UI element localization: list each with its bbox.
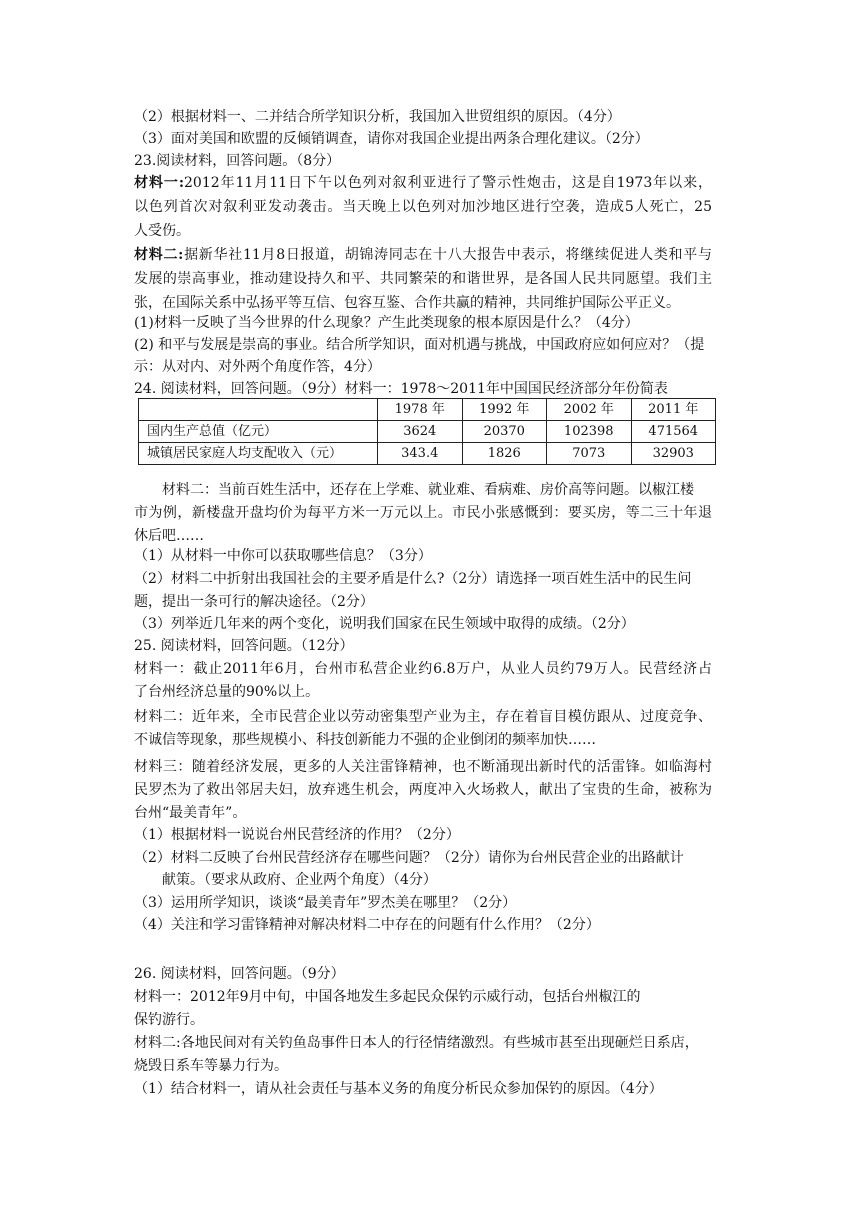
q25-part2-line2: 献策。（要求从政府、企业两个角度）（4分）: [162, 872, 437, 888]
q25-material1-line2: 了台州经济总量的90%以上。: [134, 684, 320, 700]
q26-part1: （1）结合材料一，请从社会责任与基本义务的角度分析民众参加保钓的原因。（4分）: [134, 1081, 663, 1097]
table-cell: 20370: [462, 421, 547, 443]
q24-part1: （1）从材料一中你可以获取哪些信息？（3分）: [134, 548, 432, 564]
q24-material2-line2: 市为例，新楼盘开盘均价为每平方米一万元以上。市民小张感慨到：要买房，等二三十年退: [134, 505, 712, 521]
table-cell: 32903: [631, 443, 716, 465]
q23-material1-line2: 以色列首次对叙利亚发动袭击。当天晚上以色列对加沙地区进行空袭，造成5人死亡，25: [134, 199, 712, 215]
q23-material1-line3: 人受伤。: [134, 223, 190, 239]
table-header-cell: 1992 年: [462, 399, 547, 421]
q26-material1-line2: 保钓游行。: [134, 1012, 204, 1028]
q25-part2-line1: （2）材料二反映了台州民营经济存在哪些问题？（2分）请你为台州民营企业的出路献计: [134, 850, 684, 866]
table-cell: 国内生产总值（亿元）: [139, 421, 378, 443]
q26-material2-line1: 材料二:各地民间对有关钓鱼岛事件日本人的行径情绪激烈。有些城市甚至出现砸烂日系店，: [134, 1035, 699, 1051]
q25-material1-line1: 材料一：截止2011年6月，台州市私营企业约6.8万户，从业人员约79万人。民营经济占: [134, 661, 712, 677]
table-cell: 471564: [631, 421, 716, 443]
table-cell: 1826: [462, 443, 547, 465]
q22-part2: （2）根据材料一、二并结合所学知识分析，我国加入世贸组织的原因。（4分）: [134, 109, 621, 125]
q26-material2-line2: 烧毁日系车等暴力行为。: [134, 1058, 288, 1074]
table-cell: 城镇居民家庭人均支配收入（元）: [139, 443, 378, 465]
material-text: 据新华社11月8日报道，胡锦涛同志在十八大报告中表示，将继续促进人类和平与: [183, 247, 712, 263]
q24-part2-line2: 题，提出一条可行的解决途径。（2分）: [134, 594, 374, 610]
table-cell: 7073: [547, 443, 632, 465]
table-cell: 3624: [378, 421, 463, 443]
q26-heading: 26. 阅读材料，回答问题。（9分）: [134, 966, 345, 982]
q23-material2-line3: 张，在国际关系中弘扬平等互信、包容互鉴、合作共赢的精神，共同维护国际公平正义。: [134, 295, 680, 311]
q23-material1-line1: [134, 172, 712, 194]
q25-part1: （1）根据材料一说说台州民营经济的作用？（2分）: [134, 827, 460, 843]
q25-heading: 25. 阅读材料，回答问题。（12分）: [134, 638, 354, 654]
table-cell: 102398: [547, 421, 632, 443]
q23-material2-line1: [134, 244, 712, 266]
q25-material3-line2: 民罗杰为了救出邻居夫妇，放弃逃生机会，两度冲入火场救人，献出了宝贵的生命，被称为: [134, 782, 712, 798]
q24-part3: （3）列举近几年来的两个变化，说明我们国家在民生领域中取得的成绩。（2分）: [134, 616, 635, 632]
q26-material1-line1: 材料一：2012年9月中旬，中国各地发生多起民众保钓示威行动，包括台州椒江的: [134, 989, 641, 1005]
q24-material2-line3: 休后吧……: [134, 528, 204, 544]
q24-heading: 24. 阅读材料，回答问题。（9分）材料一：1978～2011年中国国民经济部分年份简表: [134, 381, 668, 397]
table-header-cell: 1978 年: [378, 399, 463, 421]
table-cell: 343.4: [378, 443, 463, 465]
table-row: [139, 443, 716, 465]
q25-material2-line2: 不诚信等现象，那些规模小、科技创新能力不强的企业倒闭的频率加快……: [134, 732, 596, 748]
table-header-cell: 2011 年: [631, 399, 716, 421]
q23-part1: (1)材料一反映了当今世界的什么现象？产生此类现象的根本原因是什么？（4分）: [134, 315, 639, 331]
q23-part2-line2: 示：从对内、对外两个角度作答，4分）: [134, 359, 381, 375]
q25-material3-line1: 材料三：随着经济发展，更多的人关注雷锋精神，也不断涌现出新时代的活雷锋。如临海村: [134, 759, 712, 775]
q25-material2-line1: 材料二：近年来，全市民营企业以劳动密集型产业为主，存在着盲目模仿跟从、过度竞争、: [134, 709, 712, 725]
q23-material2-line2: 发展的崇高事业，推动建设持久和平、共同繁荣的和谐世界，是各国人民共同愿望。我们主: [134, 271, 712, 287]
table-header-row: [139, 399, 716, 421]
material-text: 2012年11月11日下午以色列对叙利亚进行了警示性炮击，这是自1973年以来，: [184, 175, 713, 191]
q23-heading: 23.阅读材料，回答问题。（8分）: [134, 153, 341, 169]
q25-part4: （4）关注和学习雷锋精神对解决材料二中存在的问题有什么作用？（2分）: [134, 917, 600, 933]
q23-part2-line1: (2) 和平与发展是崇高的事业。结合所学知识，面对机遇与挑战，中国政府应如何应对？（提: [134, 337, 705, 353]
q25-part3: （3）运用所学知识，谈谈“最美青年”罗杰美在哪里？（2分）: [134, 895, 517, 911]
q22-part3: （3）面对美国和欧盟的反倾销调查，请你对我国企业提出两条合理化建议。（2分）: [134, 131, 649, 147]
table-row: [139, 421, 716, 443]
q25-material3-line3: 台州“最美青年”。: [134, 805, 247, 821]
q24-part2-line1: （2）材料二中折射出我国社会的主要矛盾是什么?（2分）请选择一项百姓生活中的民生问: [134, 571, 692, 587]
q24-material2-line1: 材料二：当前百姓生活中，还存在上学难、就业难、看病难、房价高等问题。以椒江楼: [162, 482, 694, 498]
material-label: 材料一:: [134, 175, 184, 191]
table-header-cell: [139, 399, 378, 421]
material-label: 材料二:: [134, 247, 184, 263]
table-header-cell: 2002 年: [547, 399, 632, 421]
economy-table: [138, 398, 716, 465]
